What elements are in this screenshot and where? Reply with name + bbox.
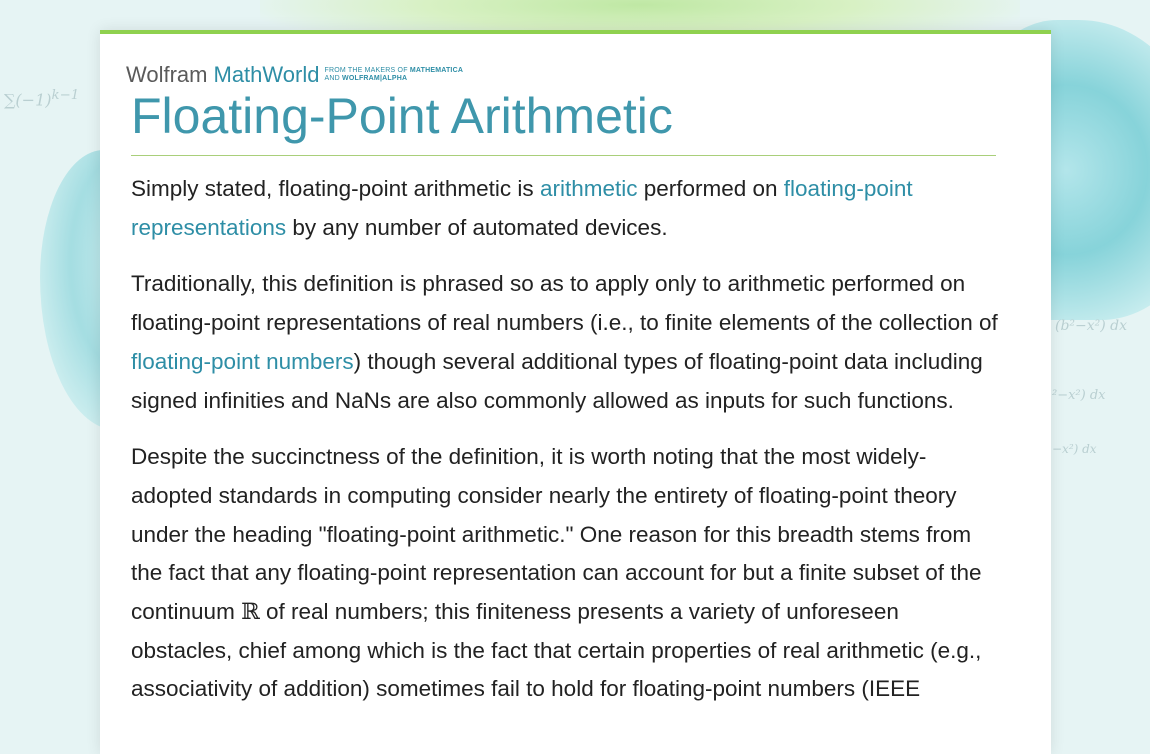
text-run: by any number of automated devices. [286, 214, 668, 240]
logo-tagline [324, 67, 463, 83]
link-floating-point-numbers[interactable]: floating-point numbers [131, 348, 354, 374]
logo-wolfram-text: Wolfram [126, 62, 208, 87]
tagline-wolframalpha: WOLFRAM|ALPHA [342, 75, 408, 82]
text-run: Traditionally, this definition is phrased so as to apply only to arithmetic performed on floating-point representations of real numbers (i.e., to finite elements of the collection of [131, 271, 998, 336]
link-arithmetic[interactable]: arithmetic [539, 176, 638, 201]
paragraph-1 [131, 170, 1001, 247]
tagline-part: FROM THE MAKERS OF [324, 67, 408, 74]
text-run: performed on [637, 176, 784, 201]
article-body [131, 170, 1001, 727]
mathworld-logo[interactable] [126, 62, 463, 88]
text-run: Despite the succinctness of the definition, it is worth noting that the most widely-adopted standards in computing consider nearly the entirety of floating-point theory under the heading "floating-point arithmetic." One reason for this breadth stems from the fact that any floating-point representation can account for but a finite subset of the continuum [131, 444, 982, 625]
paragraph-3 [131, 438, 1001, 709]
background-formula-integral-3: −x²) dx [1052, 442, 1097, 456]
text-run: ) though several additional types of floating-point data including signed infinities and NaNs are also commonly allowed as inputs for such functions. [131, 348, 983, 413]
page-title: Floating-Point Arithmetic [131, 88, 673, 144]
background-formula-integral-2: ²−x²) dx [1052, 388, 1106, 403]
real-numbers-symbol: ℝ [241, 599, 260, 626]
link-floating-point-representations[interactable]: floating-point representations [131, 176, 913, 240]
text-run: of real numbers; this finiteness presents a variety of unforeseen obstacles, chief among which is the fact that certain properties of real arithmetic (e.g., associativity of addition) sometimes fail to hold for floating-point numbers (IEEE [131, 599, 982, 702]
tagline-mathematica: MATHEMATICA [409, 67, 464, 74]
background-formula-sum: $\sum(-1)^{k-1}$ [4, 88, 80, 110]
article-card [100, 30, 1051, 754]
title-divider [131, 155, 996, 156]
tagline-part: AND [324, 75, 340, 82]
logo-mathworld-text: MathWorld [213, 62, 320, 87]
text-run: Simply stated, floating-point arithmetic is [131, 176, 540, 201]
background-formula-integral-1: (b²−x²) dx [1055, 318, 1128, 334]
paragraph-2 [131, 265, 1001, 420]
